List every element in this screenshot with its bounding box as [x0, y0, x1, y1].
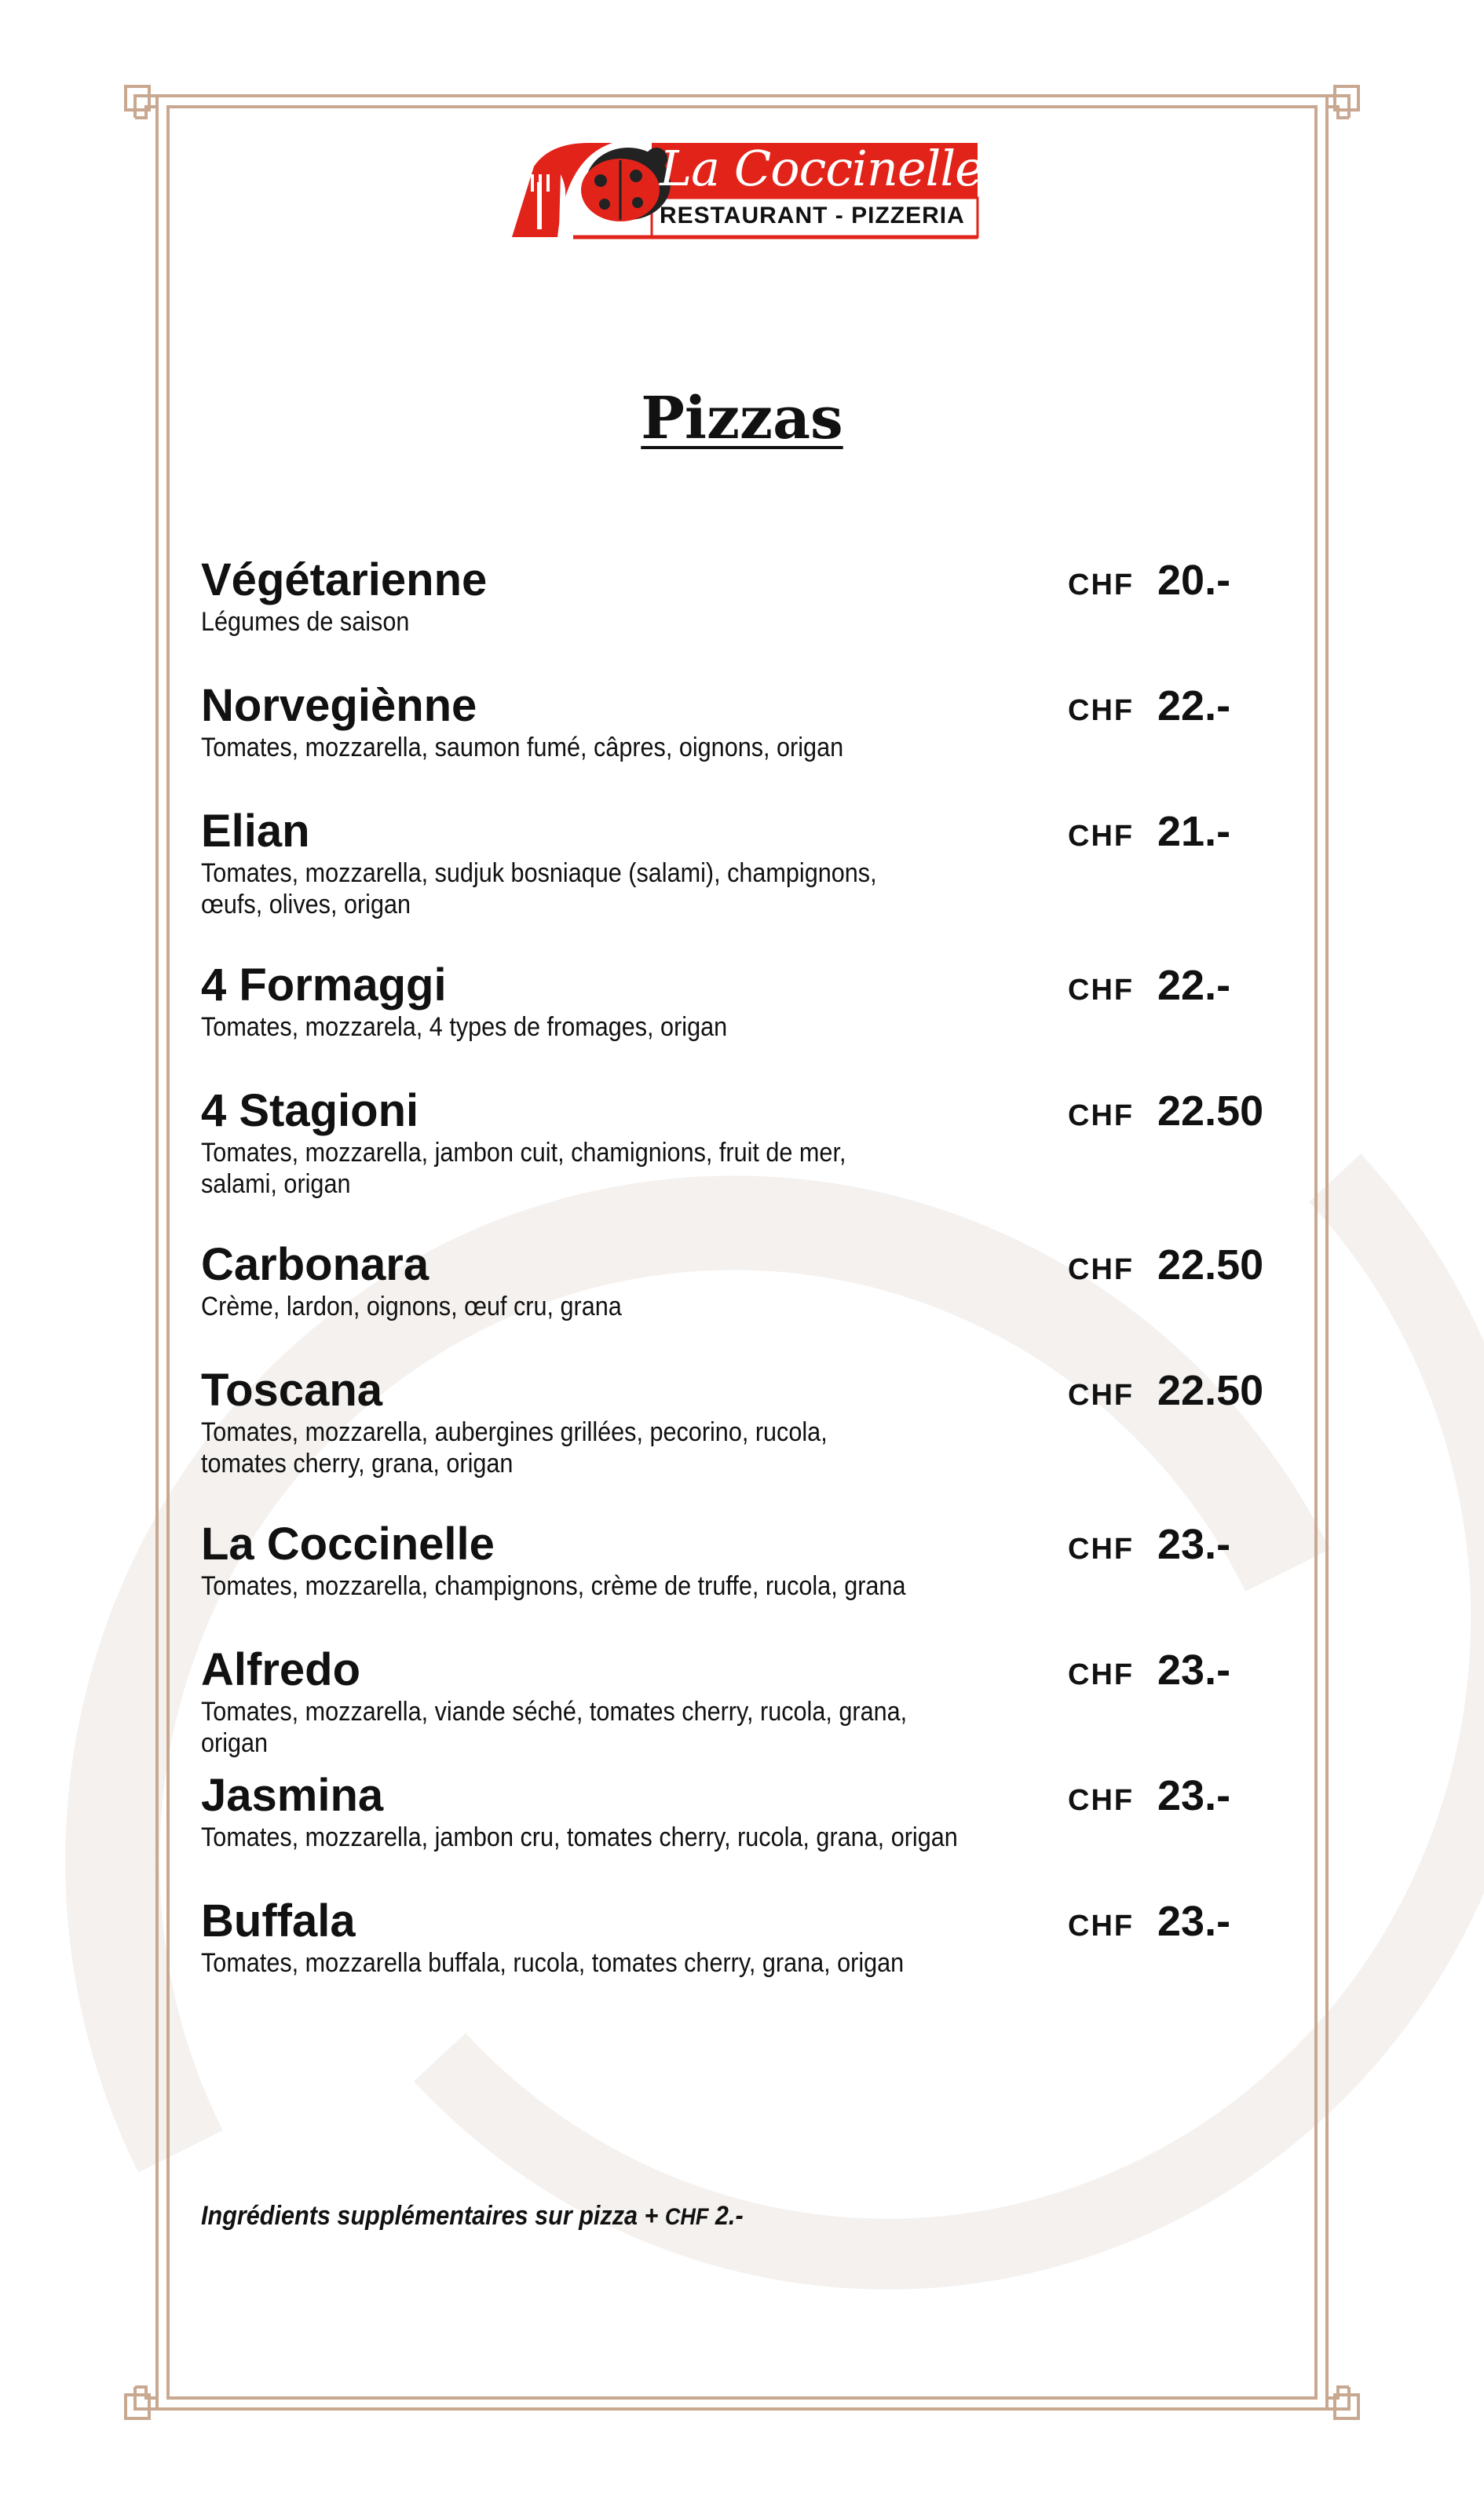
item-name: 4 Formaggi: [201, 960, 447, 1011]
item-price: 21.-: [1157, 808, 1231, 855]
currency-label: CHF: [1068, 1099, 1135, 1132]
footer-text: Ingrédients supplémentaires sur pizza +: [201, 2201, 665, 2231]
item-price: 22.50: [1157, 1241, 1264, 1289]
item-name: 4 Stagioni: [201, 1085, 419, 1136]
brand-name: La Coccinelle: [660, 140, 983, 197]
menu-item: [201, 1770, 1300, 1853]
item-name: Elian: [201, 806, 310, 857]
currency-label: CHF: [1068, 1379, 1135, 1412]
currency-label: CHF: [1068, 1784, 1135, 1817]
item-description: Tomates, mozzarella, sudjuk bosniaque (salami), champignons, œufs, olives, origan: [201, 858, 877, 919]
currency-label: CHF: [1068, 1253, 1135, 1286]
currency-label: CHF: [1068, 568, 1135, 601]
item-name: Norvegiènne: [201, 680, 477, 731]
item-price: 23.-: [1157, 1898, 1231, 1945]
item-price: 23.-: [1157, 1647, 1231, 1694]
item-description: Tomates, mozzarela, 4 types de fromages, origan: [201, 1012, 728, 1042]
item-name: Végétarienne: [201, 554, 488, 605]
currency-label: CHF: [1068, 974, 1135, 1007]
item-name: Jasmina: [201, 1770, 384, 1821]
item-price: 23.-: [1157, 1521, 1231, 1568]
menu-item: [201, 960, 1300, 1043]
menu-item: [201, 806, 1300, 920]
menu-item: [201, 1895, 1300, 1979]
item-name: Carbonara: [201, 1239, 429, 1290]
footer-note: [201, 2199, 744, 2235]
currency-label: CHF: [1068, 1658, 1135, 1691]
currency-label: CHF: [1068, 1533, 1135, 1566]
brand-logo: [503, 135, 981, 245]
menu-item: [201, 1085, 1300, 1200]
item-price: 22.-: [1157, 962, 1231, 1009]
item-description: Tomates, mozzarella, viande séché, tomates cherry, rucola, grana, origan: [201, 1697, 908, 1758]
brand-subtitle: RESTAURANT - PIZZERIA: [660, 203, 965, 228]
menu-item: [201, 1519, 1300, 1602]
footer-price: 2.-: [715, 2201, 744, 2231]
item-description: Légumes de saison: [201, 607, 410, 637]
item-price: 22.50: [1157, 1088, 1264, 1135]
item-description: Tomates, mozzarella, jambon cru, tomates cherry, rucola, grana, origan: [201, 1822, 958, 1852]
item-name: Toscana: [201, 1365, 383, 1416]
currency-label: CHF: [1068, 820, 1135, 853]
item-price: 22.-: [1157, 682, 1231, 729]
item-price: 23.-: [1157, 1772, 1231, 1819]
item-name: La Coccinelle: [201, 1519, 495, 1570]
menu-item: [201, 1365, 1300, 1479]
currency-label: CHF: [1068, 1910, 1135, 1943]
footer-currency: CHF: [664, 2204, 709, 2230]
item-description: Tomates, mozzarella, jambon cuit, chamignions, fruit de mer, salami, origan: [201, 1138, 846, 1199]
page-title: Pizzas: [641, 385, 843, 452]
item-description: Tomates, mozzarella, champignons, crème de truffe, rucola, grana: [201, 1571, 906, 1601]
item-price: 20.-: [1157, 557, 1231, 604]
item-name: Buffala: [201, 1895, 356, 1947]
item-description: Crème, lardon, oignons, œuf cru, grana: [201, 1292, 622, 1321]
currency-label: CHF: [1068, 694, 1135, 727]
item-description: Tomates, mozzarella, saumon fumé, câpres, oignons, origan: [201, 733, 844, 762]
menu-item: [201, 1239, 1300, 1322]
menu-item: [201, 680, 1300, 763]
item-description: Tomates, mozzarella buffala, rucola, tomates cherry, grana, origan: [201, 1948, 905, 1978]
item-description: Tomates, mozzarella, aubergines grillées, pecorino, rucola, tomates cherry, grana, origan: [201, 1417, 828, 1479]
menu-item: [201, 554, 1300, 638]
menu-item: [201, 1644, 1300, 1759]
item-price: 22.50: [1157, 1367, 1264, 1414]
item-name: Alfredo: [201, 1644, 360, 1695]
